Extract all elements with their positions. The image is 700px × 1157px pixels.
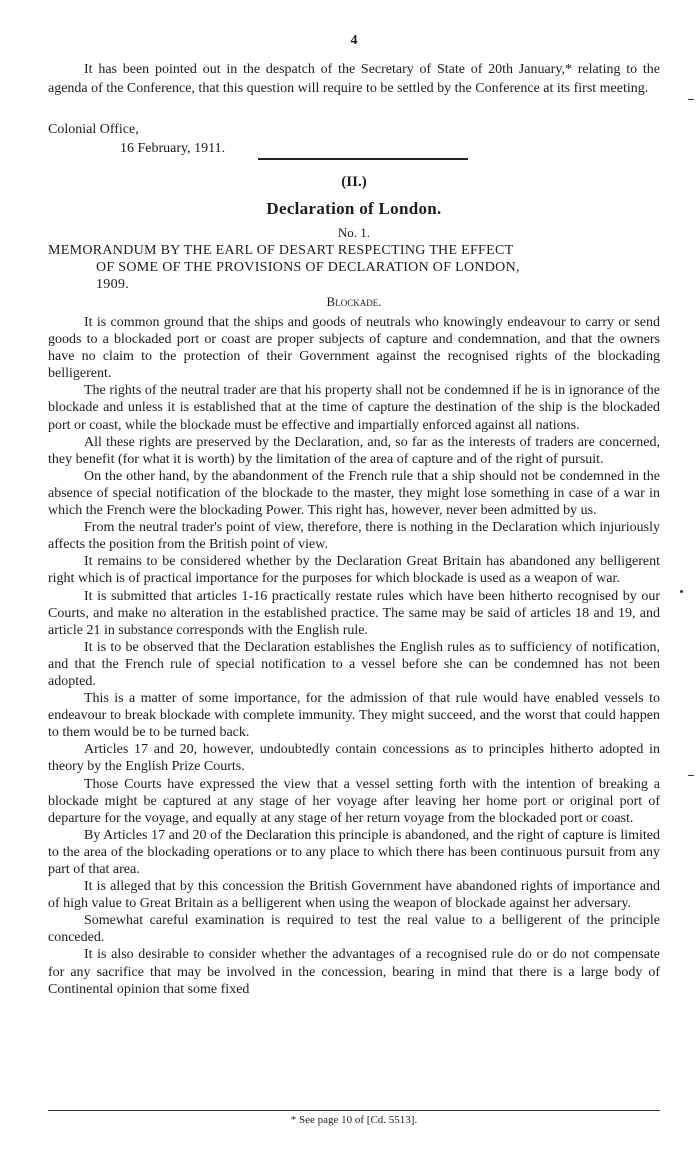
page-number: 4 xyxy=(350,33,358,48)
body-paragraph: Those Courts have expressed the view that a vessel setting forth with the intention of breaking a blockade might be captured at any stage of her voyage after leaving her home port or original port of departure for the voyage, and equally at any stage of her return voyage from the blockaded port or coast. xyxy=(48,776,660,826)
signature-block xyxy=(48,120,225,158)
section-divider xyxy=(258,158,468,160)
body-paragraph: The rights of the neutral trader are that his property shall not be condemned if he is in ignorance of the blockade and unless it is established that at the time of capture the destination of the ship is the blockaded port or coast, while the blockade must be effective and impartially enforced against all nations. xyxy=(48,383,660,433)
body-paragraph: Somewhat careful examination is required to test the real value to a belligerent of the principle conceded. xyxy=(48,913,660,946)
document-number: No. 1. xyxy=(337,225,371,240)
memorandum-title-line-2: OF SOME OF THE PROVISIONS OF DECLARATION OF LONDON, xyxy=(96,260,520,275)
body-paragraph: By Articles 17 and 20 of the Declaration this principle is abandoned, and the right of capture is limited to the area of the blockading operations or to any place to which there has been continuous pursuit from any part of that area. xyxy=(48,827,660,877)
body-paragraph: It is to be observed that the Declaration establishes the English rules as to sufficiency of notification, and that the French rule of special notification to a vessel before she can be condemned has not been adopted. xyxy=(48,639,660,689)
body-paragraph: On the other hand, by the abandonment of the French rule that a ship should not be condemned in the absence of special notification of the blockade to the master, they might lose something in case of a war in which the French were the blockading Power. This right has, however, never been admitted by us. xyxy=(48,468,660,519)
body-paragraph: It is common ground that the ships and goods of neutrals who knowingly endeavour to carry or send goods to a blockaded port or coast are proper subjects of capture and condemnation, and that the owners have no claim to the protection of their Government against the recognised rights of the blockading belligerent. xyxy=(48,315,660,382)
memorandum-title-line-3: 1909. xyxy=(96,277,129,292)
body-paragraph: This is a matter of some importance, for the admission of that rule would have enabled vessels to endeavour to break blockade with complete immunity. They might succeed, and the worst that could happen to them would be to be turned back. xyxy=(48,691,660,741)
body-paragraph: It is alleged that by this concession the British Government have abandoned rights of importance and of high value to Great Britain as a belligerent when using the weapon of blockade against her adversary. xyxy=(48,879,660,912)
signature-office: Colonial Office, xyxy=(48,122,139,137)
body-paragraph: It is submitted that articles 1-16 practically restate rules which have been hitherto recognised by our Courts, and make no alteration in the established practice. The same may be said of articles 18 and 19, and article 21 in substance corresponds with the English rule. xyxy=(48,588,660,638)
margin-mark xyxy=(688,99,694,100)
memorandum-body xyxy=(48,314,660,998)
intro-paragraph: It has been pointed out in the despatch of the Secretary of State of 20th January,* relating to the agenda of the Conference, that this question will require to be settled by the Conference at its first meeting. xyxy=(48,62,660,96)
subheading: Blockade. xyxy=(326,294,382,309)
signature-date: 16 February, 1911. xyxy=(120,141,226,156)
margin-mark xyxy=(688,775,694,776)
memorandum-title-line-1: MEMORANDUM BY THE EARL OF DESART RESPECTING THE EFFECT xyxy=(48,243,514,258)
memorandum-title xyxy=(48,242,660,293)
body-paragraph: It remains to be considered whether by the Declaration Great Britain has abandoned any belligerent right which is of practical importance for the purposes for which blockade is used as a weapon of war. xyxy=(48,554,660,587)
body-paragraph: All these rights are preserved by the Declaration, and, so far as the interests of traders are concerned, they benefit (for what it is worth) by the limitation of the area of capture and of the right of pursuit. xyxy=(48,434,660,467)
intro-section xyxy=(48,60,660,98)
body-paragraph: From the neutral trader's point of view, therefore, there is nothing in the Declaration which injuriously affects the position from the British point of view. xyxy=(48,520,660,553)
section-title: Declaration of London. xyxy=(266,199,442,218)
body-paragraph: It is also desirable to consider whether the advantages of a recognised rule do or do not compensate for any sacrifice that may be involved in the concession, bearing in mind that there is a large body of Continental opinion that some fixed xyxy=(48,947,660,997)
body-paragraph: Articles 17 and 20, however, undoubtedly contain concessions as to principles hitherto adopted in theory by the English Prize Courts. xyxy=(48,742,660,775)
footnote: * See page 10 of [Cd. 5513]. xyxy=(290,1114,418,1126)
section-number: (II.) xyxy=(341,174,367,190)
footnote-rule xyxy=(48,1110,660,1111)
margin-dot xyxy=(680,590,683,593)
